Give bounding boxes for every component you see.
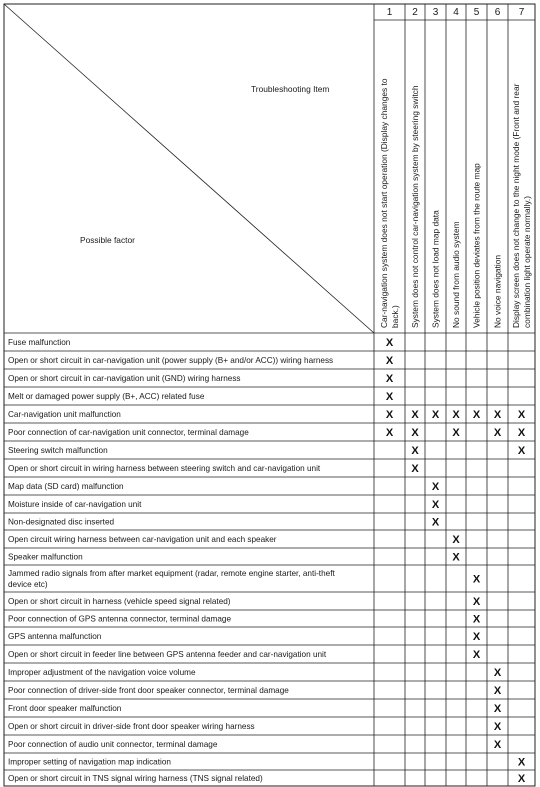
check-mark: X xyxy=(493,409,502,421)
check-mark: X xyxy=(411,463,419,475)
column-number: 1 xyxy=(386,7,393,18)
column-number: 2 xyxy=(412,7,418,18)
column-number: 4 xyxy=(453,7,459,18)
check-mark: X xyxy=(472,613,481,626)
row-label-line: Fuse malfunction xyxy=(8,338,71,347)
check-mark: X xyxy=(517,773,526,785)
check-mark: X xyxy=(493,427,502,439)
check-mark: X xyxy=(385,337,394,349)
row-label-line: Improper setting of navigation map indication xyxy=(8,757,171,767)
check-mark: X xyxy=(431,499,440,511)
row-label-line: Improper adjustment of the navigation voice volume xyxy=(8,668,196,677)
column-number: 3 xyxy=(432,7,439,18)
row-label-line: Jammed radio signals from after market equipment (radar, remote engine starter, anti-theft xyxy=(8,569,335,578)
row-label-line: Steering switch malfunction xyxy=(8,446,108,455)
check-mark: X xyxy=(493,667,502,679)
check-mark: X xyxy=(493,721,502,733)
check-mark: X xyxy=(517,409,526,421)
check-mark: X xyxy=(517,427,526,439)
check-mark: X xyxy=(493,685,502,697)
corner-factor-text: Possible factor xyxy=(80,235,135,245)
column-header-line: back.) xyxy=(390,305,400,328)
column-header-line: No voice navigation xyxy=(492,254,503,328)
column-header-line: No sound from audio system xyxy=(451,221,461,328)
row-label-line: Poor connection of car-navigation unit connector, terminal damage xyxy=(8,428,249,437)
check-mark: X xyxy=(493,739,502,751)
row-label-line: Front door speaker malfunction xyxy=(8,704,122,713)
row-label-line: Speaker malfunction xyxy=(8,552,83,562)
check-mark: X xyxy=(452,427,460,439)
row-label-line: Open or short circuit in car-navigation unit (GND) wiring harness xyxy=(8,374,241,383)
column-number: 5 xyxy=(473,7,480,18)
row-label-line: Open or short circuit in car-navigation unit (power supply (B+ and/or ACC)) wiring harness xyxy=(8,356,334,365)
check-mark: X xyxy=(385,391,394,403)
check-mark: X xyxy=(385,409,394,421)
check-mark: X xyxy=(385,373,394,385)
check-mark: X xyxy=(472,409,481,421)
check-mark: X xyxy=(431,516,440,529)
check-mark: X xyxy=(385,355,394,367)
row-label-line: GPS antenna malfunction xyxy=(8,632,102,641)
row-label-line: Moisture inside of car-navigation unit xyxy=(8,500,142,509)
check-mark: X xyxy=(472,573,481,586)
check-mark: X xyxy=(411,427,419,439)
column-header-line: System does not control car-navigation system by steering switch xyxy=(410,85,420,328)
column-number: 6 xyxy=(494,7,501,18)
corner-diagonal xyxy=(4,4,374,333)
row-label-line: Open or short circuit in driver-side front door speaker wiring harness xyxy=(8,722,255,731)
check-mark: X xyxy=(431,409,440,421)
row-label-line: Car-navigation unit malfunction xyxy=(8,410,121,419)
row-label-line: Open or short circuit in feeder line between GPS antenna feeder and car-navigation unit xyxy=(8,650,327,659)
check-mark: X xyxy=(452,551,460,564)
check-mark: X xyxy=(493,703,502,715)
column-header-line: combination light operate normally.) xyxy=(522,195,532,328)
row-label-line: device etc) xyxy=(8,580,48,589)
check-mark: X xyxy=(472,596,481,608)
row-label-line: Melt or damaged power supply (B+, ACC) related fuse xyxy=(8,392,205,401)
check-mark: X xyxy=(517,445,526,457)
column-number: 7 xyxy=(518,7,525,18)
check-mark: X xyxy=(517,756,526,769)
column-header-line: Vehicle position deviates from the route map xyxy=(471,163,482,328)
column-header-line: Display screen does not change to the night mode (Front and rear xyxy=(511,83,521,328)
row-label-line: Map data (SD card) malfunction xyxy=(8,482,124,491)
row-label-line: Poor connection of GPS antenna connector, terminal damage xyxy=(8,614,232,624)
column-header-line: System does not load map data xyxy=(430,210,441,328)
row-label-line: Open or short circuit in TNS signal wiring harness (TNS signal related) xyxy=(8,774,263,783)
check-mark: X xyxy=(452,534,460,546)
check-mark: X xyxy=(411,445,419,457)
check-mark: X xyxy=(472,631,481,643)
row-label-line: Open or short circuit in wiring harness between steering switch and car-navigation unit xyxy=(8,464,321,473)
row-label-line: Poor connection of audio unit connector, terminal damage xyxy=(8,740,218,749)
check-mark: X xyxy=(411,409,419,421)
check-mark: X xyxy=(472,649,481,661)
check-mark: X xyxy=(452,409,460,421)
corner-troubleshooting-text: Troubleshooting Item xyxy=(251,84,330,94)
row-label-line: Non-designated disc inserted xyxy=(8,517,115,527)
check-mark: X xyxy=(431,481,440,493)
row-label-line: Open or short circuit in harness (vehicle speed signal related) xyxy=(8,597,231,606)
row-label-line: Open circuit wiring harness between car-navigation unit and each speaker xyxy=(8,535,277,544)
column-header-line: Car-navigation system does not start operation (Display changes to xyxy=(379,78,389,328)
row-label-line: Poor connection of driver-side front door speaker connector, terminal damage xyxy=(8,686,289,695)
check-mark: X xyxy=(385,427,394,439)
